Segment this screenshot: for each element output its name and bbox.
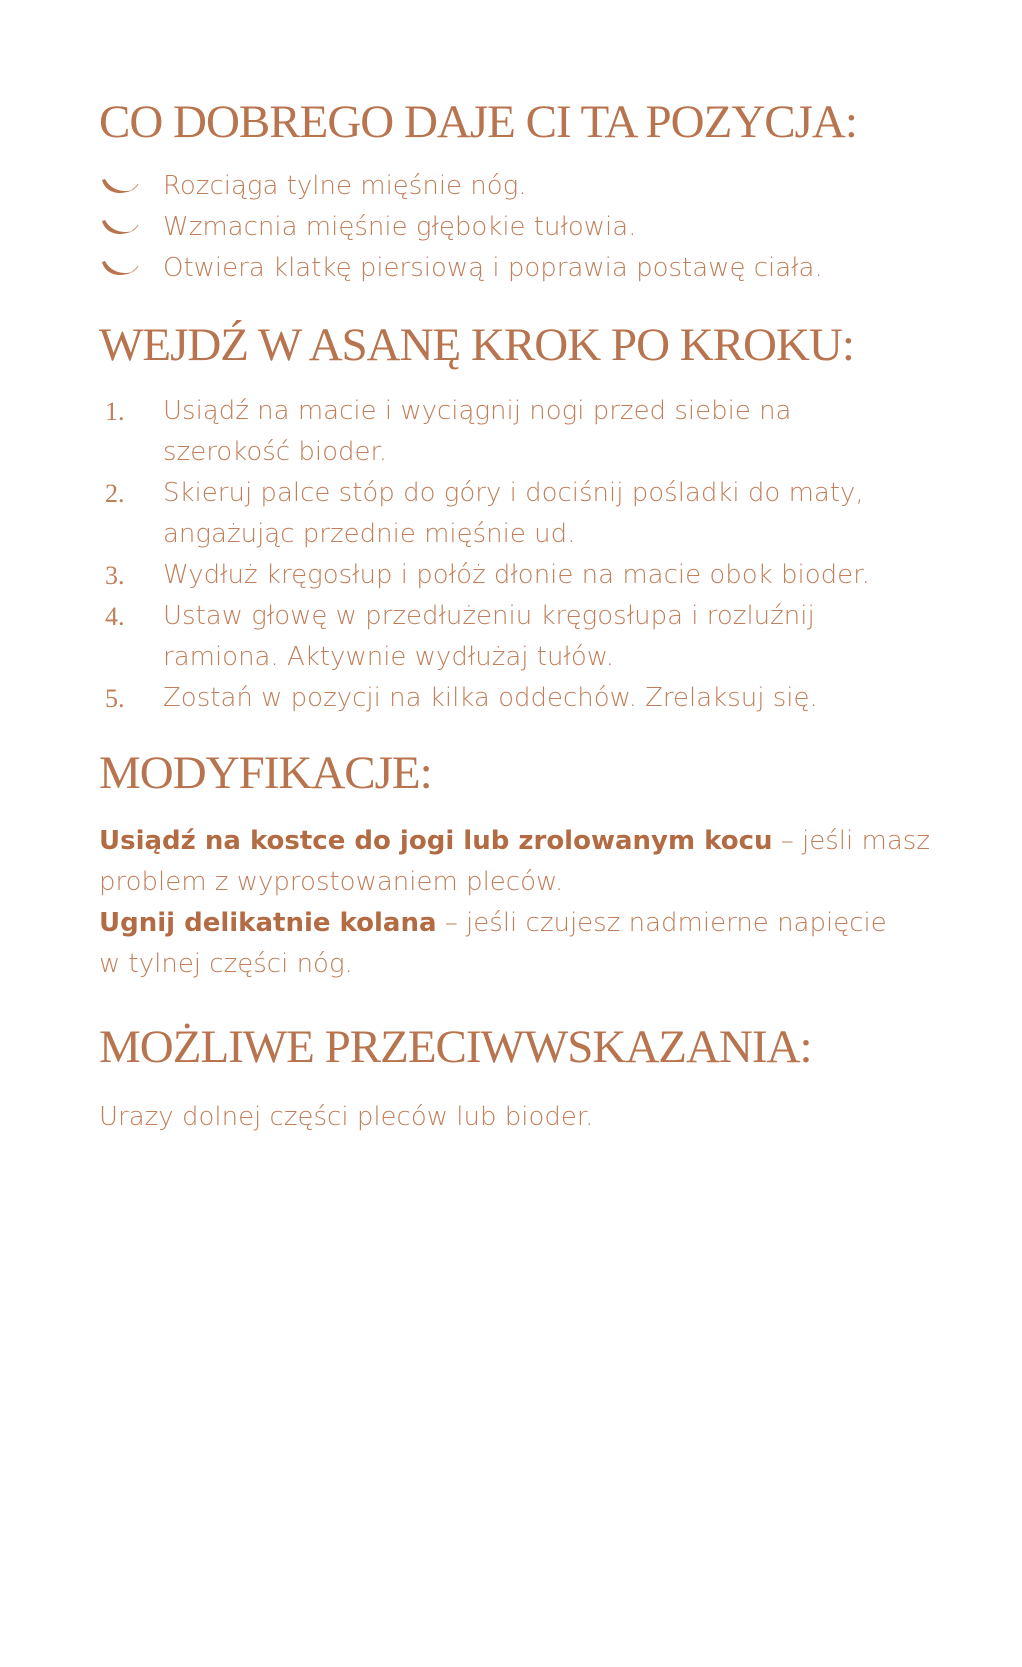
benefits-section xyxy=(99,92,939,289)
step-line: Ustaw głowę w przedłużeniu kręgosłupa i rozluźnij xyxy=(163,601,815,631)
list-item xyxy=(99,248,939,289)
steps-title: WEJDŹ W ASANĘ KROK PO KROKU: xyxy=(99,319,854,371)
step-number: 2. xyxy=(105,479,125,508)
list-item xyxy=(99,473,939,555)
contraindications-section xyxy=(99,1017,939,1138)
crescent-moon-icon xyxy=(99,174,139,200)
step-text xyxy=(163,473,939,555)
step-text xyxy=(163,596,939,678)
step-line: angażując przednie mięśnie ud. xyxy=(163,519,576,549)
step-line: Zostań w pozycji na kilka oddechów. Zrelaksuj się. xyxy=(163,683,818,713)
benefit-text: Wzmacnia mięśnie głębokie tułowia. xyxy=(163,212,637,242)
step-text xyxy=(163,555,939,596)
step-number: 5. xyxy=(105,684,125,713)
modification-line: – jeśli czujesz nadmierne napięcie xyxy=(436,908,887,938)
page-content xyxy=(99,92,939,1138)
modification-line: w tylnej części nóg. xyxy=(99,949,353,979)
step-number: 4. xyxy=(105,602,125,631)
modifications-title: MODYFIKACJE: xyxy=(99,747,432,799)
list-item xyxy=(99,391,939,473)
modification-line: problem z wyprostowaniem pleców. xyxy=(99,867,564,897)
modification-item xyxy=(99,821,939,903)
steps-section xyxy=(99,315,939,719)
step-line: Wydłuż kręgosłup i połóż dłonie na macie obok bioder. xyxy=(163,560,870,590)
modification-line: – jeśli masz xyxy=(772,826,930,856)
step-number: 1. xyxy=(105,397,125,426)
list-item xyxy=(99,555,939,596)
list-item xyxy=(99,678,939,719)
crescent-moon-icon xyxy=(99,215,139,241)
crescent-moon-icon xyxy=(99,256,139,282)
contraindications-title: MOŻLIWE PRZECIWWSKAZANIA: xyxy=(99,1021,812,1073)
step-line: Usiądź na macie i wyciągnij nogi przed siebie na xyxy=(163,396,792,426)
steps-list xyxy=(99,391,939,719)
step-line: szerokość bioder. xyxy=(163,437,388,467)
benefits-list xyxy=(99,166,939,289)
modifications-section xyxy=(99,743,939,985)
list-item xyxy=(99,207,939,248)
modification-bold: Ugnij delikatnie kolana xyxy=(99,908,437,938)
step-line: ramiona. Aktywnie wydłużaj tułów. xyxy=(163,642,614,672)
modification-bold: Usiądź na kostce do jogi lub zrolowanym kocu xyxy=(99,826,773,856)
step-text xyxy=(163,391,939,473)
benefit-text: Rozciąga tylne mięśnie nóg. xyxy=(163,171,527,201)
benefit-text: Otwiera klatkę piersiową i poprawia postawę ciała. xyxy=(163,253,823,283)
modifications-text xyxy=(99,821,939,985)
modification-item xyxy=(99,903,939,985)
list-item xyxy=(99,596,939,678)
benefits-title: CO DOBREGO DAJE CI TA POZYCJA: xyxy=(99,96,857,148)
step-text xyxy=(163,678,939,719)
contraindications-text: Urazy dolnej części pleców lub bioder. xyxy=(99,1102,594,1132)
step-line: Skieruj palce stóp do góry i dociśnij pośladki do maty, xyxy=(163,478,864,508)
list-item xyxy=(99,166,939,207)
step-number: 3. xyxy=(105,561,125,590)
